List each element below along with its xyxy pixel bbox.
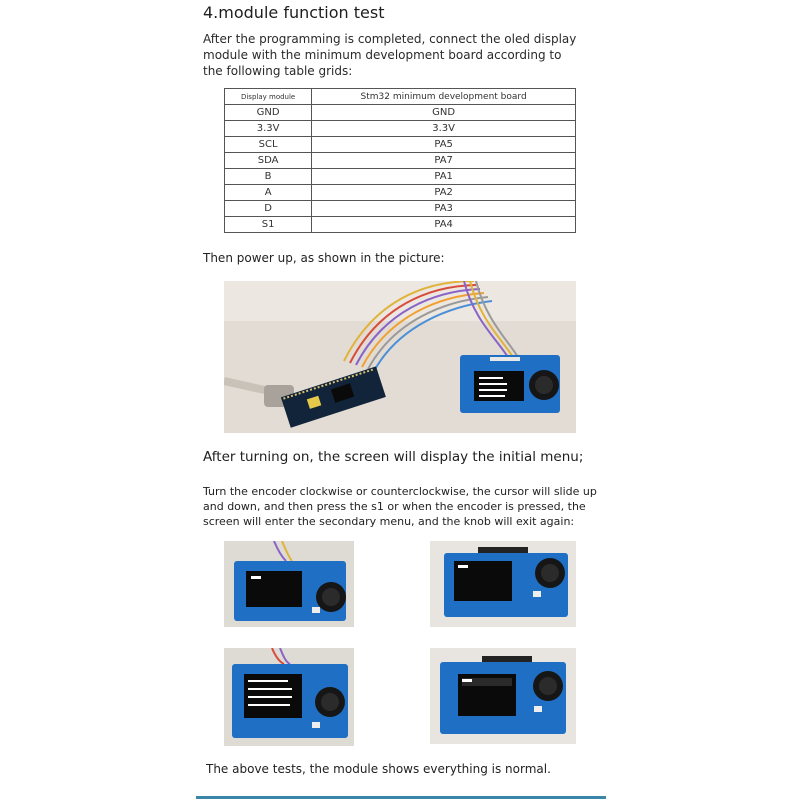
- connection-table: [224, 88, 576, 233]
- module-photo-3: [224, 648, 354, 746]
- table-cell: S1: [225, 217, 312, 233]
- table-cell: PA4: [312, 217, 576, 233]
- table-cell: GND: [225, 105, 312, 121]
- table-cell: PA7: [312, 153, 576, 169]
- wiring-photo: [224, 281, 576, 433]
- table-cell: GND: [312, 105, 576, 121]
- table-row: [225, 169, 576, 185]
- initial-menu-text: After turning on, the screen will display the initial menu;: [203, 449, 584, 465]
- table-cell: 3.3V: [312, 121, 576, 137]
- table-cell: PA1: [312, 169, 576, 185]
- table-cell: A: [225, 185, 312, 201]
- section-heading: 4.module function test: [203, 3, 385, 22]
- encoder-description: Turn the encoder clockwise or counterclockwise, the cursor will slide up and down, and then press the s1 or when the encoder is pressed, the screen will enter the secondary menu, and the knob will exit again:: [203, 485, 597, 528]
- table-header-cell: Stm32 minimum development board: [312, 89, 576, 105]
- module-photo-2: [430, 541, 576, 627]
- table-row: [225, 185, 576, 201]
- table-row: [225, 121, 576, 137]
- table-cell: 3.3V: [225, 121, 312, 137]
- table-cell: PA2: [312, 185, 576, 201]
- footer-text: The above tests, the module shows everything is normal.: [206, 762, 551, 776]
- table-header-cell: Display module: [225, 89, 312, 105]
- power-up-text: Then power up, as shown in the picture:: [203, 251, 445, 265]
- table-row: [225, 217, 576, 233]
- table-row: [225, 153, 576, 169]
- table-row: [225, 137, 576, 153]
- intro-paragraph: After the programming is completed, connect the oled display module with the minimum development board according to the following table grids:: [203, 32, 577, 78]
- table-cell: D: [225, 201, 312, 217]
- table-cell: PA5: [312, 137, 576, 153]
- table-cell: SCL: [225, 137, 312, 153]
- table-cell: PA3: [312, 201, 576, 217]
- table-cell: SDA: [225, 153, 312, 169]
- bottom-divider: [196, 796, 606, 799]
- module-photo-4: [430, 648, 576, 744]
- table-row: [225, 105, 576, 121]
- table-cell: B: [225, 169, 312, 185]
- module-photo-1: [224, 541, 354, 627]
- table-row: [225, 201, 576, 217]
- table-header-row: [225, 89, 576, 105]
